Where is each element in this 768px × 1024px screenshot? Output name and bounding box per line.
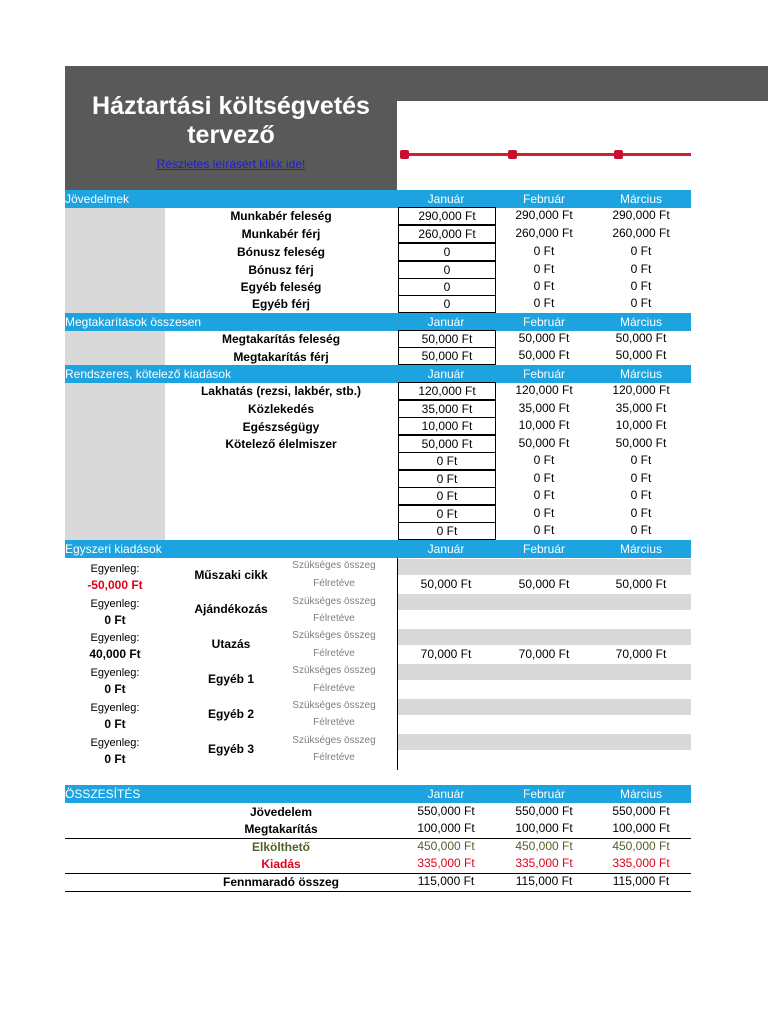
income-label: Egyéb feleség <box>240 280 322 294</box>
month-label: Január <box>427 315 465 329</box>
regular-label: Kötelező élelmiszer <box>225 437 337 451</box>
balance-value: 0 Ft <box>104 752 126 766</box>
oneoff-item-name: Egyéb 1 <box>207 672 255 686</box>
summary-cell: 335,000 Ft <box>612 856 670 870</box>
timeline-line <box>403 153 691 156</box>
needed-input-row[interactable] <box>398 559 691 575</box>
section-title: Megtakarítások összesen <box>65 315 202 329</box>
details-link[interactable]: Részletes leírásért klikk ide! <box>156 157 306 171</box>
needed-label: Szükséges összeg <box>292 735 376 746</box>
summary-label: Jövedelem <box>249 805 313 819</box>
balance-value: 0 Ft <box>104 717 126 731</box>
regular-input-cell[interactable]: 35,000 Ft <box>398 400 496 418</box>
summary-cell: 115,000 Ft <box>515 874 573 888</box>
savings-cell[interactable]: 50,000 Ft <box>518 348 570 362</box>
saved-cell[interactable]: 70,000 Ft <box>615 647 667 661</box>
income-cell[interactable]: 290,000 Ft <box>612 208 670 222</box>
income-input-cell[interactable]: 0 <box>398 295 496 313</box>
needed-label: Szükséges összeg <box>292 560 376 571</box>
needed-label: Szükséges összeg <box>292 665 376 676</box>
income-cell[interactable]: 260,000 Ft <box>515 226 573 240</box>
regular-input-cell[interactable]: 0 Ft <box>398 487 496 505</box>
summary-cell: 450,000 Ft <box>515 839 573 853</box>
month-label: Február <box>522 787 566 801</box>
income-label: Munkabér feleség <box>230 209 332 223</box>
regular-cell[interactable]: 35,000 Ft <box>615 401 667 415</box>
income-cell[interactable]: 0 Ft <box>630 296 652 310</box>
income-cell[interactable]: 0 Ft <box>533 244 555 258</box>
savings-input-cell[interactable]: 50,000 Ft <box>398 330 496 348</box>
regular-cell[interactable]: 120,000 Ft <box>515 383 573 397</box>
savings-side-block <box>65 331 165 365</box>
month-label: Március <box>619 787 662 801</box>
month-label: Február <box>522 367 566 381</box>
income-cell[interactable]: 0 Ft <box>630 244 652 258</box>
needed-label: Szükséges összeg <box>292 630 376 641</box>
needed-input-row[interactable] <box>398 734 691 750</box>
saved-cell[interactable]: 50,000 Ft <box>420 577 472 591</box>
income-cell[interactable]: 0 Ft <box>533 262 555 276</box>
regular-cell[interactable]: 10,000 Ft <box>615 418 667 432</box>
saved-label: Félretéve <box>313 752 355 763</box>
income-input-cell[interactable]: 0 <box>398 261 496 279</box>
regular-cell[interactable]: 0 Ft <box>630 471 652 485</box>
regular-input-cell[interactable]: 0 Ft <box>398 470 496 488</box>
section-title: ÖSSZESÍTÉS <box>65 787 141 801</box>
income-input-cell[interactable]: 0 <box>398 243 496 261</box>
income-input-cell[interactable]: 290,000 Ft <box>398 207 496 225</box>
section-title: Jövedelmek <box>65 192 130 206</box>
summary-label: Fennmaradó összeg <box>222 875 340 889</box>
saved-label: Félretéve <box>313 648 355 659</box>
timeline-marker <box>400 150 409 159</box>
regular-cell[interactable]: 35,000 Ft <box>518 401 570 415</box>
balance-label: Egyenleg: <box>90 632 140 644</box>
regular-input-cell[interactable]: 120,000 Ft <box>398 382 496 400</box>
summary-cell: 100,000 Ft <box>417 821 475 835</box>
saved-cell[interactable]: 50,000 Ft <box>518 577 570 591</box>
regular-cell[interactable]: 10,000 Ft <box>518 418 570 432</box>
regular-cell[interactable]: 0 Ft <box>533 471 555 485</box>
summary-divider <box>65 891 691 892</box>
summary-cell: 335,000 Ft <box>417 856 475 870</box>
regular-cell[interactable]: 0 Ft <box>630 488 652 502</box>
saved-cell[interactable]: 70,000 Ft <box>420 647 472 661</box>
balance-label: Egyenleg: <box>90 563 140 575</box>
summary-cell: 335,000 Ft <box>515 856 573 870</box>
month-label: Február <box>522 315 566 329</box>
regular-label: Egészségügy <box>242 420 320 434</box>
regular-cell[interactable]: 0 Ft <box>533 453 555 467</box>
summary-cell: 450,000 Ft <box>417 839 475 853</box>
regular-cell[interactable]: 0 Ft <box>533 506 555 520</box>
summary-cell: 100,000 Ft <box>612 821 670 835</box>
oneoff-item-name: Ajándékozás <box>194 602 268 616</box>
balance-value: 0 Ft <box>104 682 126 696</box>
month-label: Március <box>619 192 662 206</box>
oneoff-item-name: Műszaki cikk <box>194 568 268 582</box>
section-header-savings <box>65 313 691 331</box>
regular-cell[interactable]: 50,000 Ft <box>518 436 570 450</box>
regular-cell[interactable]: 0 Ft <box>533 488 555 502</box>
timeline-marker <box>614 150 623 159</box>
timeline-marker <box>508 150 517 159</box>
summary-cell: 550,000 Ft <box>417 804 475 818</box>
income-input-cell[interactable]: 0 <box>398 278 496 296</box>
income-label: Bónusz feleség <box>236 245 326 259</box>
income-cell[interactable]: 260,000 Ft <box>612 226 670 240</box>
regular-cell[interactable]: 0 Ft <box>630 506 652 520</box>
needed-input-row[interactable] <box>398 699 691 715</box>
summary-cell: 550,000 Ft <box>515 804 573 818</box>
oneoff-item-name: Egyéb 2 <box>207 707 255 721</box>
month-label: Március <box>619 315 662 329</box>
saved-label: Félretéve <box>313 578 355 589</box>
regular-label: Lakhatás (rezsi, lakbér, stb.) <box>200 384 362 398</box>
balance-label: Egyenleg: <box>90 702 140 714</box>
regular-input-cell[interactable]: 10,000 Ft <box>398 417 496 435</box>
savings-label: Megtakarítás feleség <box>221 332 341 346</box>
savings-input-cell[interactable]: 50,000 Ft <box>398 347 496 365</box>
needed-input-row[interactable] <box>398 629 691 645</box>
needed-label: Szükséges összeg <box>292 596 376 607</box>
saved-label: Félretéve <box>313 613 355 624</box>
income-label: Egyéb férj <box>251 297 311 311</box>
income-cell[interactable]: 0 Ft <box>533 296 555 310</box>
income-cell[interactable]: 290,000 Ft <box>515 208 573 222</box>
income-label: Munkabér férj <box>241 227 321 241</box>
balance-value: 40,000 Ft <box>89 647 141 661</box>
summary-label: Elkölthető <box>251 840 310 854</box>
summary-cell: 115,000 Ft <box>417 874 475 888</box>
regular-cell[interactable]: 0 Ft <box>630 453 652 467</box>
month-label: Január <box>427 542 465 556</box>
month-label: Február <box>522 542 566 556</box>
summary-cell: 550,000 Ft <box>612 804 670 818</box>
summary-cell: 115,000 Ft <box>612 874 670 888</box>
savings-cell[interactable]: 50,000 Ft <box>518 331 570 345</box>
needed-label: Szükséges összeg <box>292 700 376 711</box>
summary-cell: 100,000 Ft <box>515 821 573 835</box>
regular-cell[interactable]: 50,000 Ft <box>615 436 667 450</box>
balance-value: -50,000 Ft <box>87 578 143 592</box>
regular-input-cell[interactable]: 0 Ft <box>398 452 496 470</box>
oneoff-item-name: Egyéb 3 <box>207 742 255 756</box>
section-title: Rendszeres, kötelező kiadások <box>65 367 232 381</box>
needed-input-row[interactable] <box>398 594 691 610</box>
balance-label: Egyenleg: <box>90 598 140 610</box>
section-header-income <box>65 190 691 208</box>
saved-cell[interactable]: 70,000 Ft <box>518 647 570 661</box>
summary-label: Kiadás <box>261 857 301 871</box>
summary-label: Megtakarítás <box>244 822 318 836</box>
regular-input-cell[interactable]: 0 Ft <box>398 505 496 523</box>
income-label: Bónusz férj <box>248 263 314 277</box>
month-label: Január <box>427 787 465 801</box>
regular-side-block <box>65 383 165 540</box>
needed-input-row[interactable] <box>398 664 691 680</box>
saved-label: Félretéve <box>313 717 355 728</box>
regular-cell[interactable]: 0 Ft <box>630 523 652 537</box>
month-label: Január <box>427 192 465 206</box>
savings-cell[interactable]: 50,000 Ft <box>615 331 667 345</box>
income-side-block <box>65 208 165 313</box>
regular-input-cell[interactable]: 50,000 Ft <box>398 435 496 453</box>
savings-label: Megtakarítás férj <box>233 350 329 364</box>
month-label: Február <box>522 192 566 206</box>
saved-cell[interactable]: 50,000 Ft <box>615 577 667 591</box>
section-header-summary <box>65 785 691 803</box>
income-input-cell[interactable]: 260,000 Ft <box>398 225 496 243</box>
month-label: Január <box>427 367 465 381</box>
regular-cell[interactable]: 0 Ft <box>533 523 555 537</box>
income-cell[interactable]: 0 Ft <box>630 279 652 293</box>
month-label: Március <box>619 542 662 556</box>
balance-value: 0 Ft <box>104 613 126 627</box>
balance-label: Egyenleg: <box>90 737 140 749</box>
section-title: Egyszeri kiadások <box>65 542 162 556</box>
section-header-regular <box>65 365 691 383</box>
oneoff-item-name: Utazás <box>211 637 251 651</box>
income-cell[interactable]: 0 Ft <box>533 279 555 293</box>
regular-cell[interactable]: 120,000 Ft <box>612 383 670 397</box>
savings-cell[interactable]: 50,000 Ft <box>615 348 667 362</box>
section-header-oneoff <box>65 540 691 558</box>
balance-label: Egyenleg: <box>90 667 140 679</box>
regular-label: Közlekedés <box>247 402 315 416</box>
saved-label: Félretéve <box>313 683 355 694</box>
page-title: Háztartási költségvetés tervező <box>92 92 370 149</box>
month-label: Március <box>619 367 662 381</box>
summary-cell: 450,000 Ft <box>612 839 670 853</box>
regular-input-cell[interactable]: 0 Ft <box>398 522 496 540</box>
income-cell[interactable]: 0 Ft <box>630 262 652 276</box>
